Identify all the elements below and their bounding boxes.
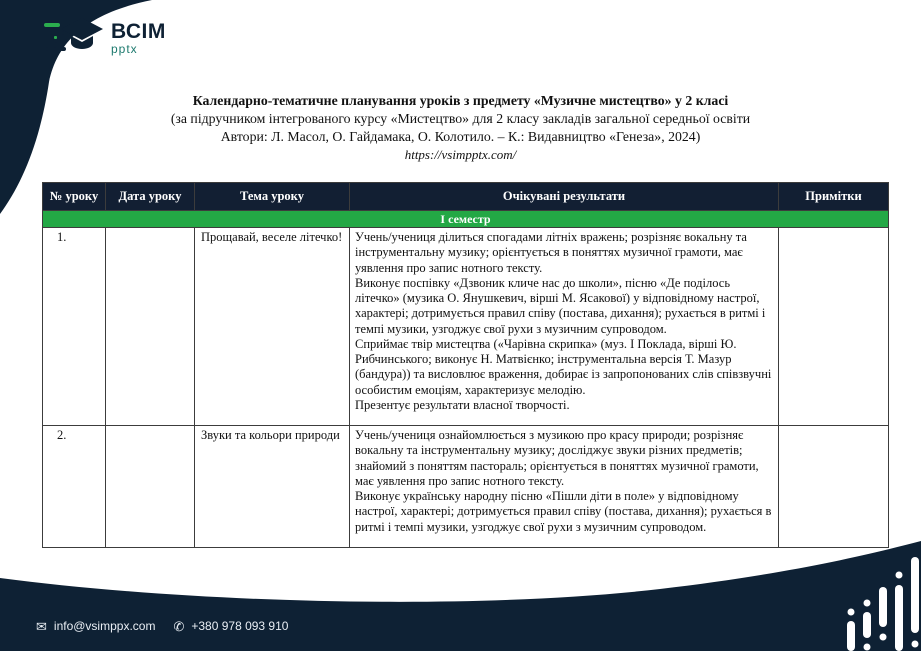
footer-contacts xyxy=(36,619,288,633)
logo xyxy=(42,16,166,60)
result-paragraph: Учень/учениця ділиться спогадами літніх вражень; розрізняє вокальну та інструментальну музику; орієнтується в поняттях музичної грамоти, має уявлення про запис нотного тексту. xyxy=(355,230,747,275)
semester-row xyxy=(43,211,889,228)
graduation-cap-icon xyxy=(42,16,104,60)
lesson-plan-table xyxy=(42,182,889,548)
column-header-2: Тема уроку xyxy=(195,183,350,211)
lesson-number-cell: 1. xyxy=(43,228,106,426)
lesson-plan-table-wrap xyxy=(42,182,889,548)
lesson-topic-cell: Звуки та кольори природи xyxy=(195,426,350,548)
lesson-number-cell: 2. xyxy=(43,426,106,548)
result-paragraph: Учень/учениця ознайомлюється з музикою про красу природи; розрізняє вокальну та інструментальну музику; досліджує звуки різних предметів; знайомий з поняттям пастораль; орієнтується в поняттях музичної грамоти, має уявлення про запис нотного тексту. xyxy=(355,428,759,488)
phone-icon: ✆ xyxy=(173,618,185,634)
envelope-icon: ✉ xyxy=(36,618,47,634)
lesson-date-cell xyxy=(106,426,195,548)
equalizer-bars-icon xyxy=(841,555,919,651)
table-header-row xyxy=(43,183,889,211)
lesson-row-2 xyxy=(43,426,889,548)
logo-brand-text: ВСІМ xyxy=(111,20,166,43)
page-title: Календарно-тематичне планування уроків з предмету «Музичне мистецтво» у 2 класі xyxy=(192,93,729,108)
footer-email-text[interactable]: info@vsimppx.com xyxy=(53,619,156,633)
lesson-topic-cell: Прощавай, веселе літечко! xyxy=(195,228,350,426)
page-subtitle-1: (за підручником інтегрованого курсу «Мистецтво» для 2 класу закладів загальної середньої освіти xyxy=(170,111,751,126)
notes-cell xyxy=(779,228,889,426)
lesson-date-cell xyxy=(106,228,195,426)
lesson-row-1 xyxy=(43,228,889,426)
column-header-3: Очікувані результати xyxy=(350,183,779,211)
logo-sub-text: pptx xyxy=(111,42,138,56)
expected-results-cell xyxy=(350,228,779,426)
footer-email xyxy=(36,619,155,633)
column-header-0: № уроку xyxy=(43,183,106,211)
page-subtitle-2: Автори: Л. Масол, О. Гайдамака, О. Колотило. – К.: Видавництво «Генеза», 2024) xyxy=(220,129,701,144)
result-paragraph: Виконує українську народну пісню «Пішли діти в поле» у відповідному настрої, характері; дотримується правил співу (постава, дихання); рухається в ритмі і темпі музики, узгоджує свої рухи з музичним супроводом. xyxy=(355,489,772,534)
footer-phone xyxy=(173,619,288,633)
footer-phone-text[interactable]: +380 978 093 910 xyxy=(191,619,289,633)
semester-label: І семестр xyxy=(43,211,889,228)
site-link[interactable]: https://vsimpptx.com/ xyxy=(404,147,517,162)
footer-wave-decoration xyxy=(0,541,921,651)
document-heading xyxy=(0,92,921,164)
result-paragraph: Сприймає твір мистецтва («Чарівна скрипка» (муз. І Поклада, вірші Ю. Рибчинського; виконує Н. Матвієнко; інструментальна версія Т. Мазур (бандура)) та висловлює враження, добирає із запропонованих слів співзвучні особистим емоціям, характеризує мелодію. xyxy=(355,336,772,397)
result-paragraph: Презентує результати власної творчості. xyxy=(355,397,570,412)
column-header-4: Примітки xyxy=(779,183,889,211)
column-header-1: Дата уроку xyxy=(106,183,195,211)
notes-cell xyxy=(779,426,889,548)
result-paragraph: Виконує поспівку «Дзвоник кличе нас до школи», пісню «Де поділось літечко» (музика О. Янушкевич, вірші М. Ясакової) у відповідному настрої, характері; дотримується правил співу (постава, дихання); рухається в ритмі і темпі музики, узгоджує свої рухи з музичним супроводом. xyxy=(355,275,766,336)
expected-results-cell xyxy=(350,426,779,548)
